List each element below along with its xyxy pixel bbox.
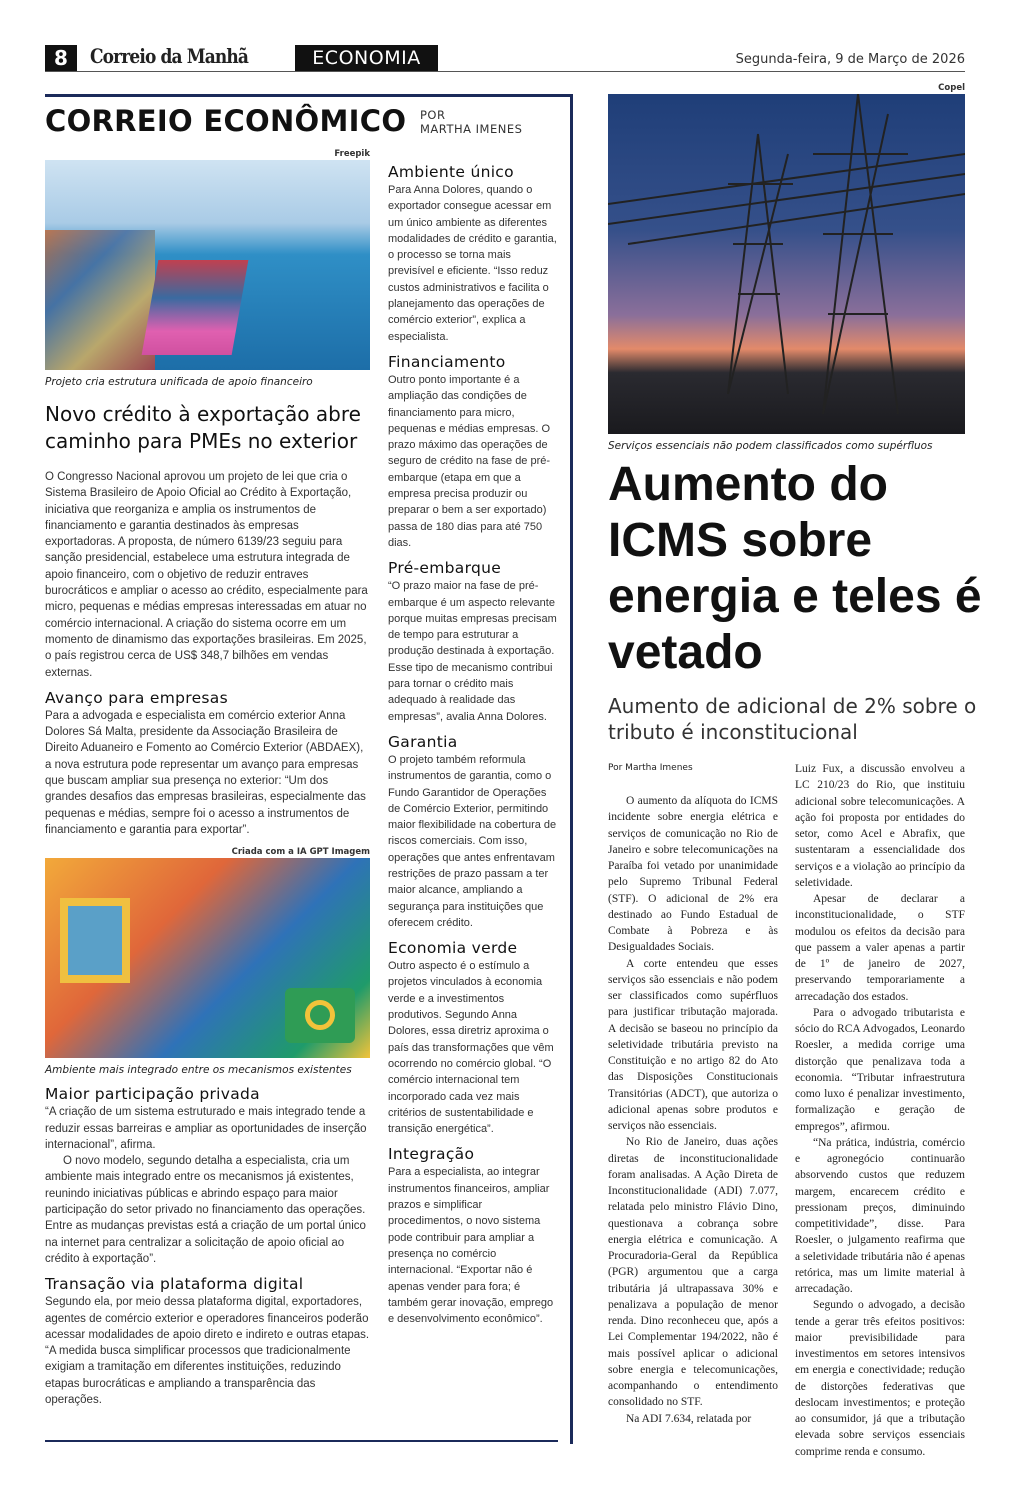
transmission-towers-graphic bbox=[608, 94, 965, 434]
paragraph: “O prazo maior na fase de pré-embarque é um aspecto relevante porque muitas empresas precisam de tempo para estruturar a produção destinada à exportação. Esse tipo de mecanismo contribui para tornar o crédito mais adequado à realidade das empresas”, avalia Anna Dolores. bbox=[388, 580, 557, 723]
paragraph: Na ADI 7.634, relatada por bbox=[626, 1412, 752, 1425]
paragraph: A corte entendeu que esses serviços são essenciais e não podem ser classificados como supérfluos para justificar tributação majorada. A decisão se baseou no princípio da seletividade tributária previsto na Constituição e no artigo 82 do Ato das Disposições Constitucionais Transitórias (ADCT), que autoriza o adicional apenas sobre produtos e serviços não essenciais. bbox=[608, 957, 778, 1132]
paragraph: Segundo o advogado, a decisão tende a gerar três efeitos positivos: maior previsibilidade para investimentos em setores intensivos em energia e conectividade; redução de distorções federativas que deslocam investimentos; e proteção ao consumidor, já que a tributação elevada sobre serviços essenciais comprime renda e consumo. bbox=[795, 1299, 965, 1458]
paragraph: No Rio de Janeiro, duas ações diretas de inconstitucionalidade foram analisadas. A Ação Direta de Inconstitucionalidade (ADI) 7.077, relatada pelo ministro Flávio Dino, questionava a cobrança sobre energia elétrica e comunicação. A Procuradoria-Geral da República (PGR) argumentou que a carga tributária já ultrapassava 30% e penalizava a população de menor renda. Dino reconheceu que, após a Lei Complementar 194/2022, não é mais possível aplicar o adicional sobre energia e telecomunicações, acompanhando o entendimento consolidado no STF. bbox=[608, 1136, 778, 1409]
paragraph: “Na prática, indústria, comércio e agronegócio continuarão absorvendo custos que reduzem margem, encarecem crédito e pressionam preços, diminuindo competitividade”, disse. Para Roesler, o julgamento reafirma que a seletividade tributária não é apenas retórica, mas um limite material à arrecadação. bbox=[795, 1136, 965, 1295]
subheading: Garantia bbox=[388, 732, 458, 751]
paragraph: O aumento da alíquota do ICMS incidente sobre energia elétrica e serviços de comunicação no Rio de Janeiro e sobre telecomunicações na Paraíba foi vetado por unanimidade pelo Supremo Tribunal Federal (STF). O adicional de 2% era destinado ao Fundo Estadual de Combate à Pobreza e às Desigualdades Sociais. bbox=[608, 795, 778, 954]
column-byline bbox=[420, 108, 522, 136]
subheading: Financiamento bbox=[388, 352, 506, 371]
column-title: CORREIO ECONÔMICO bbox=[45, 104, 407, 138]
paragraph: Apesar de declarar a inconstitucionalidade, o STF modulou os efeitos da decisão para que passem a valer apenas a partir de 1º de janeiro de 2027, preservando temporariamente a arrecadação dos estados. bbox=[795, 893, 965, 1003]
cargo-ship-photo bbox=[45, 160, 370, 370]
paragraph: Luiz Fux, a discussão envolveu a LC 210/23 do Rio, que instituiu adicional sobre telecomunicações. A ação foi proposta por entidades do setor, como Acel e Abrafix, que sustentaram a essencialidade dos serviços e a violação ao princípio da seletividade. bbox=[795, 763, 965, 889]
newspaper-logo: Correio da Manhã bbox=[90, 44, 249, 68]
column-bottom-rule bbox=[45, 1440, 558, 1442]
middle-column bbox=[388, 155, 560, 1327]
illustration-image bbox=[45, 858, 370, 1058]
subheading: Pré-embarque bbox=[388, 559, 502, 578]
paragraph: Para Anna Dolores, quando o exportador consegue acessar em um único ambiente as diferentes modalidades de crédito e garantia, o processo se torna mais previsível e eficiente. “Isso reduz custos administrativos e facilita o planejamento das operações de comércio exterior”, explica a especialista. bbox=[388, 184, 557, 343]
subheading: Avanço para empresas bbox=[45, 688, 228, 707]
right-article bbox=[608, 82, 1008, 1460]
paragraph: Segundo ela, por meio dessa plataforma digital, exportadores, agentes de comércio exterior e operadores financeiros poderão acessar modalidades de apoio direto e indireto e outras etapas. “A medida busca simplificar processos que tradicionalmente exigiam a tramitação em diferentes instituições, reduzindo etapas burocráticas e ampliando a transparência das operações. bbox=[45, 1296, 370, 1406]
column-side-rule bbox=[570, 94, 573, 1444]
article-byline: Por Martha Imenes bbox=[608, 763, 693, 773]
header-rule bbox=[45, 71, 965, 72]
right-article-body bbox=[608, 761, 965, 1460]
byline-name: MARTHA IMENES bbox=[420, 122, 523, 136]
paragraph: Outro aspecto é o estímulo a projetos vinculados à economia verde e a investimentos produtivos. Segundo Anna Dolores, essa diretriz aproxima o país das transformações que vêm ocorrendo no comércio global. “O comércio internacional tem incorporado cada vez mais critérios de sustentabilidade e transição energética”. bbox=[388, 960, 554, 1136]
paragraph: “A criação de um sistema estruturado e mais integrado tende a reduzir essas barreiras e ampliar as oportunidades de inserção internacional”, afirma. bbox=[45, 1106, 367, 1151]
photo-credit: Criada com a IA GPT Imagem bbox=[231, 847, 370, 858]
paragraph: Para a especialista, ao integrar instrumentos financeiros, ampliar prazos e simplificar procedimentos, o novo sistema pode contribuir para ampliar a presença no comércio internacional. “Exportar não é apenas vender para fora; é também gerar inovação, emprego e desenvolvimento econômico”. bbox=[388, 1166, 554, 1326]
photo-credit: Copel bbox=[938, 83, 965, 93]
paragraph: O novo modelo, segundo detalha a especialista, cria um ambiente mais integrado entre os mecanismos já existentes, reunindo iniciativas públicas e abrindo espaço para maior participação do setor privado no financiamento das operações. Entre as mudanças previstas está a criação de um portal único na internet para centralizar a solicitação de apoio oficial ao crédito à exportação”. bbox=[45, 1155, 366, 1265]
left-article bbox=[45, 148, 370, 1408]
power-lines-photo bbox=[608, 94, 965, 434]
paragraph: Outro ponto importante é a ampliação das condições de financiamento para micro, pequenas e médias empresas. O prazo máximo das operações de seguro de crédito na fase de pré-embarque (etapa em que a empresa precisa produzir ou preparar o bem a ser exportado) passa de 180 dias para até 750 dias. bbox=[388, 373, 551, 549]
photo-credit: Freepik bbox=[334, 149, 370, 159]
right-article-col1 bbox=[608, 761, 778, 1460]
subheadline: Aumento de adicional de 2% sobre o tributo é inconstitucional bbox=[608, 694, 977, 744]
photo-caption: Projeto cria estrutura unificada de apoio financeiro bbox=[45, 376, 313, 388]
right-article-col2 bbox=[795, 761, 965, 1460]
column-top-rule bbox=[45, 94, 573, 97]
photo-caption: Serviços essenciais não podem classificados como supérfluos bbox=[608, 440, 933, 452]
photo-caption: Ambiente mais integrado entre os mecanismos existentes bbox=[45, 1064, 352, 1077]
subheading: Economia verde bbox=[388, 939, 518, 958]
subheading: Maior participação privada bbox=[45, 1085, 260, 1104]
subheading: Transação via plataforma digital bbox=[45, 1275, 304, 1294]
byline-prefix: POR bbox=[420, 108, 446, 122]
subheading: Ambiente único bbox=[388, 163, 514, 181]
paragraph: Para o advogado tributarista e sócio do RCA Advogados, Leonardo Roesler, a medida corrige uma distorção que penalizava toda a economia. “Tributar infraestrutura como luxo é penalizar investimento, formalização e geração de empregos”, afirmou. bbox=[795, 1006, 965, 1133]
issue-date: Segunda-feira, 9 de Março de 2026 bbox=[735, 52, 965, 67]
subheading: Integração bbox=[388, 1145, 475, 1164]
paragraph: O projeto também reformula instrumentos de garantia, como o Fundo Garantidor de Operações de Comércio Exterior, permitindo maior flexibilidade na cobertura de riscos comerciais. Com isso, operações que antes enfrentavam restrições de prazo passam a ter maior alcance, ampliando a segurança para instituições que oferecem crédito. bbox=[388, 753, 557, 929]
page-number: 8 bbox=[45, 45, 77, 71]
paragraph: Para a advogada e especialista em comércio exterior Anna Dolores Sá Malta, presidente da Associação Brasileira de Direito Aduaneiro e Fomento ao Comércio Exterior (ABDAEX), a nova estrutura pode representar um avanço para empresas que buscam ampliar sua presença no exterior: “Um dos grandes desafios das empresas brasileiras, especialmente das pequenas e médias, sempre foi o acesso a instrumentos de financiamento e garantia para exportar”. bbox=[45, 709, 366, 836]
section-label: ECONOMIA bbox=[295, 45, 438, 71]
article-headline: Novo crédito à exportação abre caminho para PMEs no exterior bbox=[45, 402, 361, 453]
paragraph: O Congresso Nacional aprovou um projeto de lei que cria o Sistema Brasileiro de Apoio Oficial ao Crédito à Exportação, iniciativa que reorganiza e amplia os instrumentos de financiamento e garantia destinados às empresas exportadoras. A proposta, de número 6139/23 seguiu para sanção presidencial, estabelece uma estrutura integrada de apoio financeiro, com o objetivo de reduzir entraves burocráticos e ampliar o acesso ao crédito, especialmente para micro, pequenas e médias empresas interessadas em atuar no comércio internacional. A criação do sistema ocorre em um momento de dinamismo das exportações brasileiras. Em 2025, o país registrou cerca de US$ 348,7 bilhões em vendas externas. bbox=[45, 471, 368, 679]
main-headline: Aumento do ICMS sobre energia e teles é vetado bbox=[608, 458, 982, 679]
